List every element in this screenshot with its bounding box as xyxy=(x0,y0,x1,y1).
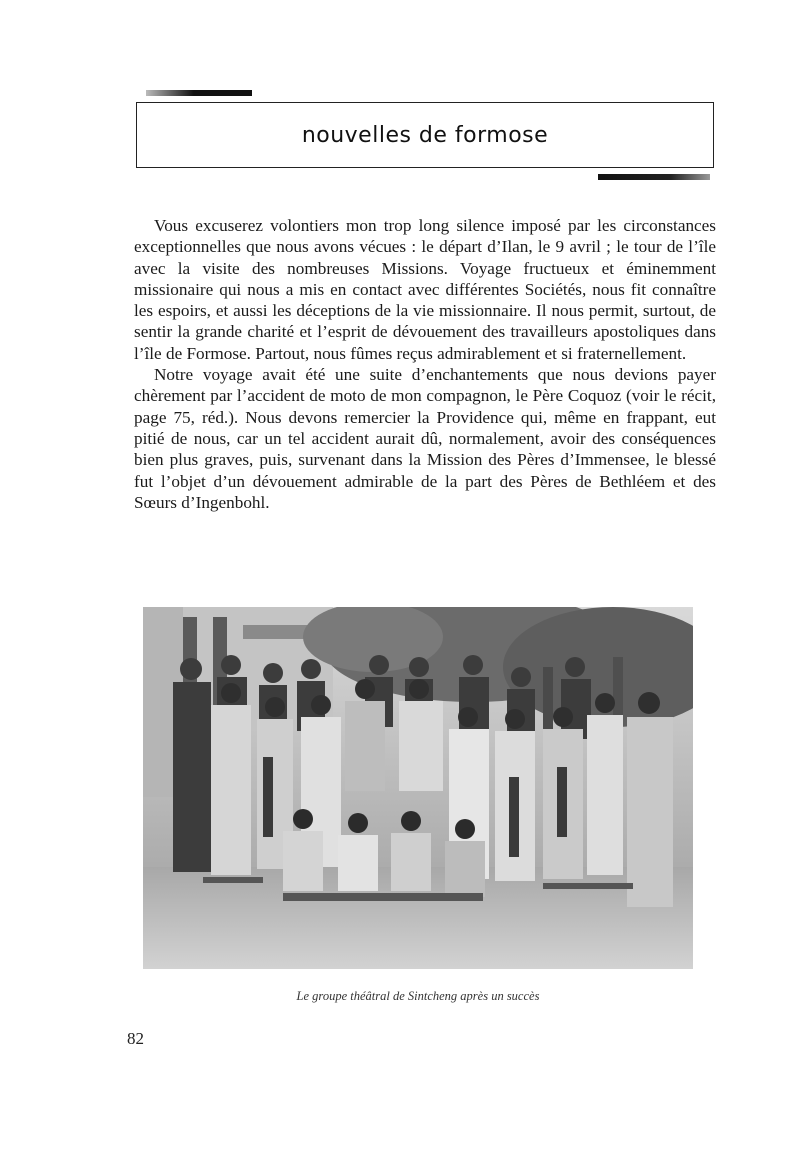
article-body xyxy=(134,215,716,513)
paragraph: Vous excuserez volontiers mon trop long silence imposé par les circonstances exceptionnelles que nous avons vécues : le départ d’Ilan, le 9 avril ; le tour de l’île avec la visite des nombreuses Missions. Voyage fructueux et éminemment missionaire qui nous a mis en contact avec différentes Sociétés, nous fit connaître les espoirs, et aussi les déceptions de la vie missionnaire. Il nous permit, surtout, de sentir la grande charité et l’esprit de dévouement des travailleurs apostoliques dans l’île de Formose. Partout, nous fûmes reçus admirablement et si fraternellement. xyxy=(134,216,716,363)
title-frame xyxy=(136,102,714,168)
group-photo-illustration xyxy=(143,607,693,969)
decorative-rule-bottom xyxy=(598,174,710,180)
page-number: 82 xyxy=(127,1029,144,1048)
page-title: nouvelles de formose xyxy=(301,122,549,148)
decorative-rule-top xyxy=(146,90,252,96)
photo-caption: Le groupe théâtral de Sintcheng après un succès xyxy=(296,989,540,1003)
group-photo xyxy=(143,607,693,969)
paragraph: Notre voyage avait été une suite d’enchantements que nous devions payer chèrement par l’accident de moto de mon compagnon, le Père Coquoz (voir le récit, page 75, réd.). Nous devons remercier la Providence qui, même en frappant, eut pitié de nous, car un tel accident aurait dû, normalement, avoir des conséquences bien plus graves, puis, survenant dans la Mission des Pères d’Immensee, le blessé fut l’objet d’un dévouement admirable de la part des Pères de Bethléem et des Sœurs d’Ingenbohl. xyxy=(134,365,716,512)
